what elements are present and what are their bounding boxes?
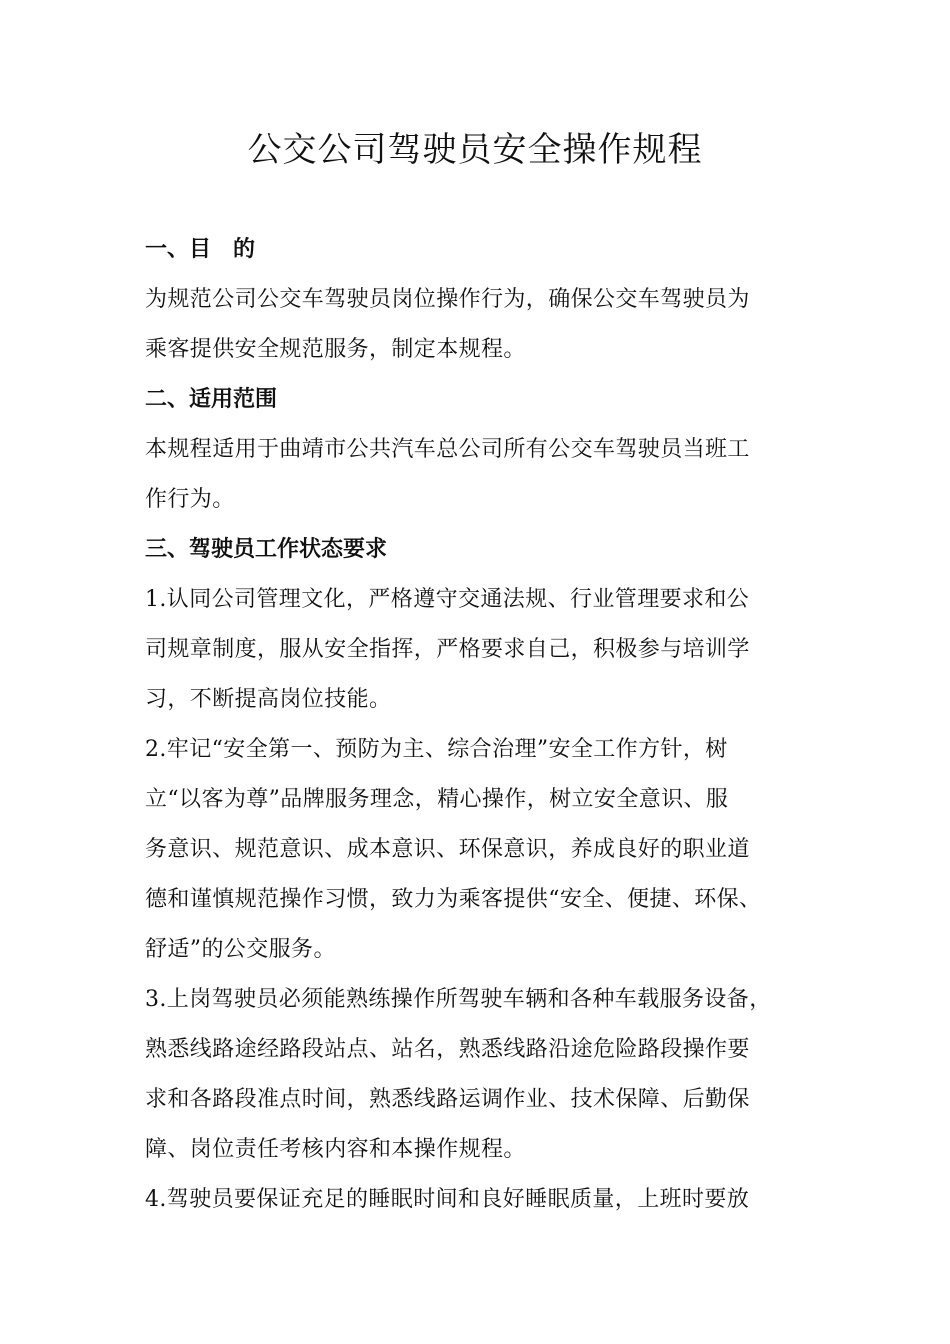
text-line: 本规程适用于曲靖市公共汽车总公司所有公交车驾驶员当班工 bbox=[145, 437, 750, 462]
text-line: 习，不断提高岗位技能。 bbox=[145, 687, 392, 712]
page-title: 公交公司驾驶员安全操作规程 bbox=[247, 130, 703, 170]
list-item-4 bbox=[145, 1175, 825, 1225]
text-line: 务意识、规范意识、成本意识、环保意识，养成良好的职业道 bbox=[145, 837, 750, 862]
section-heading-purpose: 一、目 的 bbox=[145, 237, 256, 262]
text-line: 熟悉线路途经路段站点、站名，熟悉线路沿途危险路段操作要 bbox=[145, 1037, 750, 1062]
text-line: 为规范公司公交车驾驶员岗位操作行为，确保公交车驾驶员为 bbox=[145, 287, 750, 312]
document-body bbox=[145, 225, 825, 1225]
text-line: 求和各路段准点时间，熟悉线路运调作业、技术保障、后勤保 bbox=[145, 1087, 750, 1112]
list-item-3 bbox=[145, 975, 825, 1175]
text-line: 4.驾驶员要保证充足的睡眠时间和良好睡眠质量，上班时要放 bbox=[145, 1187, 750, 1212]
section-paragraph-purpose bbox=[145, 275, 825, 375]
section-heading-scope: 二、适用范围 bbox=[145, 387, 278, 412]
text-line: 乘客提供安全规范服务，制定本规程。 bbox=[145, 337, 526, 362]
text-line: 立“以客为尊”品牌服务理念，精心操作，树立安全意识、服 bbox=[145, 787, 729, 812]
text-line: 德和谨慎规范操作习惯，致力为乘客提供“安全、便捷、环保、 bbox=[145, 887, 762, 912]
text-line: 障、岗位责任考核内容和本操作规程。 bbox=[145, 1137, 526, 1162]
text-line: 3.上岗驾驶员必须能熟练操作所驾驶车辆和各种车载服务设备， bbox=[145, 987, 772, 1012]
list-item-1 bbox=[145, 575, 825, 725]
text-line: 舒适”的公交服务。 bbox=[145, 937, 336, 962]
text-line: 作行为。 bbox=[145, 487, 235, 512]
text-line: 2.牢记“安全第一、预防为主、综合治理”安全工作方针，树 bbox=[145, 737, 728, 762]
section-heading-requirements: 三、驾驶员工作状态要求 bbox=[145, 537, 388, 562]
text-line: 司规章制度，服从安全指挥，严格要求自己，积极参与培训学 bbox=[145, 637, 750, 662]
text-line: 1.认同公司管理文化，严格遵守交通法规、行业管理要求和公 bbox=[145, 587, 750, 612]
list-item-2 bbox=[145, 725, 825, 975]
section-paragraph-scope bbox=[145, 425, 825, 525]
